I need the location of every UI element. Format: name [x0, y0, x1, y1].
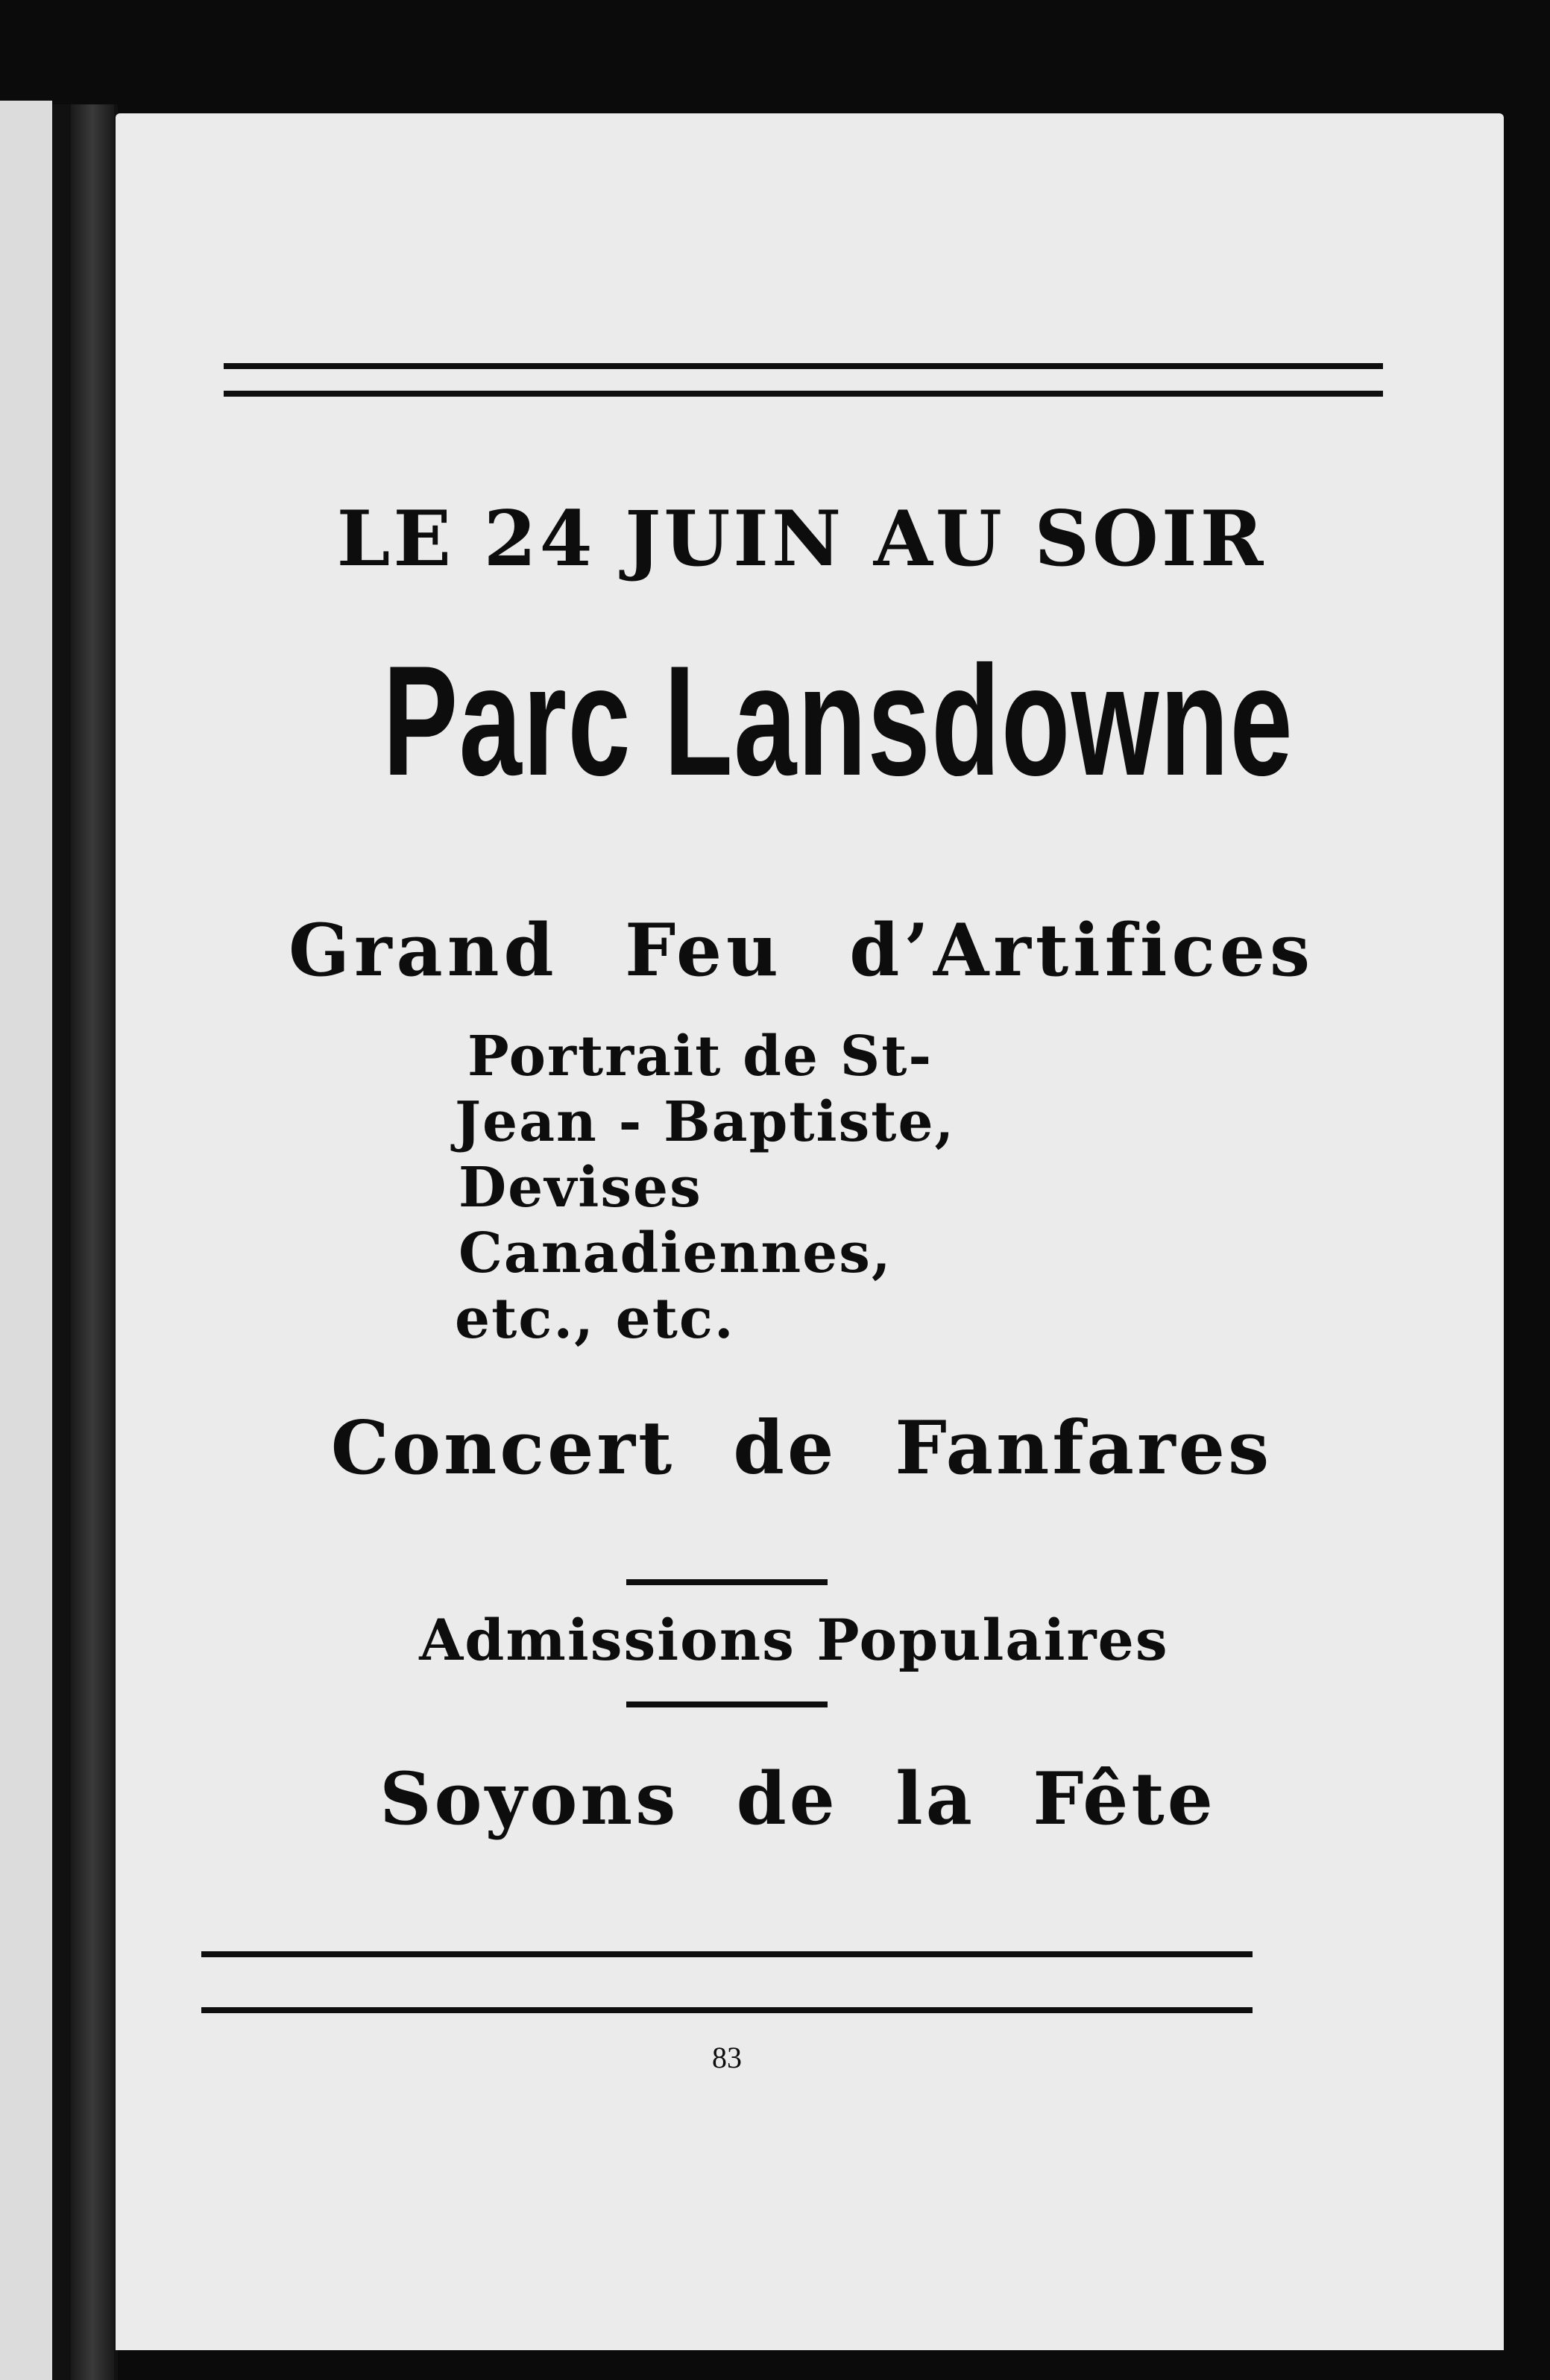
fireworks-heading: Grand Feu d’Artifices	[288, 908, 1315, 992]
top-rule-1	[224, 363, 1383, 369]
concert-heading: Concert de Fanfares	[330, 1405, 1273, 1491]
slogan: Soyons de la Fête	[379, 1757, 1216, 1841]
page-number: 83	[712, 2041, 742, 2074]
detail-line-5: etc., etc.	[455, 1287, 735, 1351]
detail-line-2: Jean - Baptiste,	[455, 1090, 956, 1154]
detail-line-3: Devises	[459, 1156, 702, 1220]
venue-title: Parc Lansdowne	[382, 633, 1294, 808]
bottom-rule-1	[201, 1951, 1253, 1957]
spine-shadow	[71, 104, 114, 2380]
admissions-line: Admissions Populaires	[419, 1607, 1169, 1673]
detail-line-4: Canadiennes,	[459, 1221, 892, 1285]
facing-page-edge	[0, 101, 52, 2380]
date-heading: LE 24 JUIN AU SOIR	[336, 494, 1267, 584]
short-rule-2	[626, 1701, 828, 1707]
top-rule-2	[224, 391, 1383, 397]
bottom-rule-2	[201, 2007, 1253, 2013]
short-rule-1	[626, 1579, 828, 1585]
detail-line-1: Portrait de St-	[467, 1024, 933, 1089]
document-page	[116, 113, 1504, 2350]
